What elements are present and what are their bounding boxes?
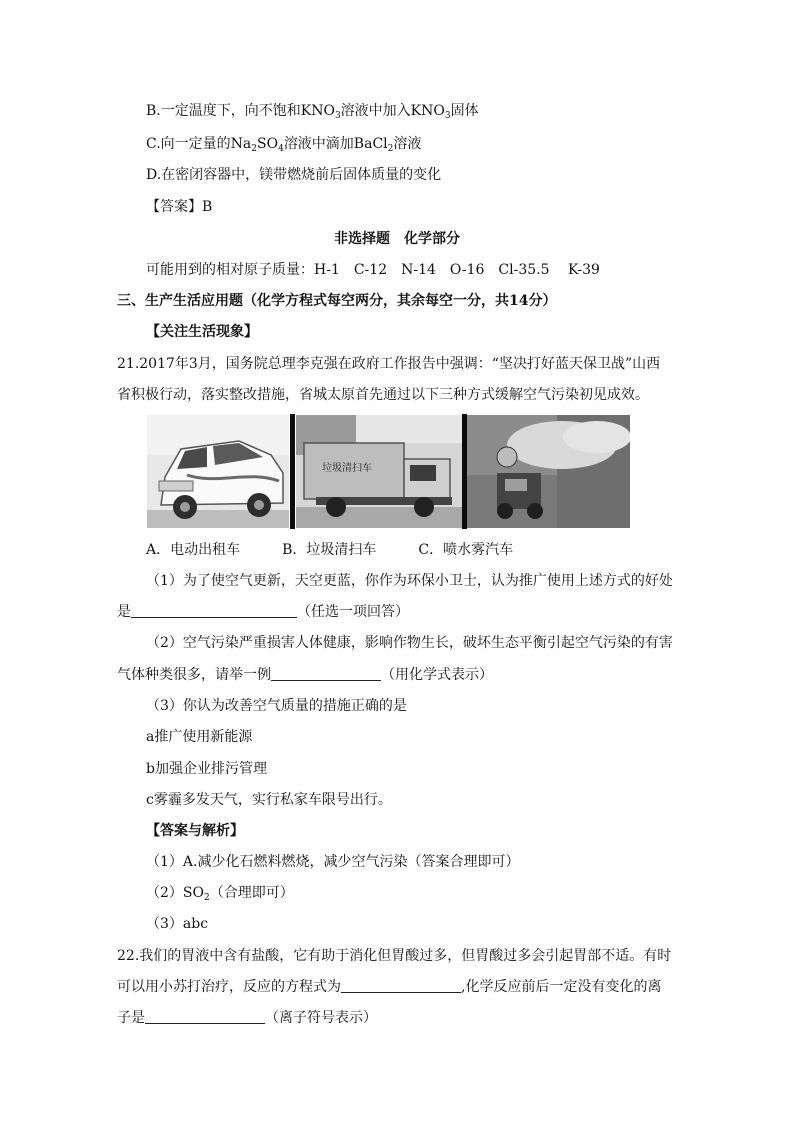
- q21-line2: 省积极行动，落实整改措施，省城太原首先通过以下三种方式缓解空气污染初见成效。: [117, 387, 649, 403]
- q21-p3: （3）你认为改善空气质量的措施正确的是: [146, 698, 407, 714]
- q21-p2-line2: 气体种类很多，请举一例 （用化学式表示）: [117, 667, 493, 683]
- part3-heading: 三、生产生活应用题（化学方程式每空两分，其余每空一分，共14分）: [117, 293, 557, 309]
- answer-1: （1）A.减少化石燃料燃烧，减少空气污染（答案合理即可）: [146, 854, 520, 870]
- answer-2: $(2)SO_2$（合理即可）: [146, 885, 294, 903]
- section-title: 非选择题 化学部分: [334, 231, 460, 247]
- answer-blank-4[interactable]: [145, 1009, 265, 1024]
- option-c: C.向一定量的$Na_2SO_4$溶液中滴加BaCl$_2$溶液: [146, 136, 422, 154]
- car-illustration: [147, 415, 289, 528]
- q21-option-c: c雾霾多发天气，实行私家车限号出行。: [146, 792, 392, 808]
- answer-blank-2[interactable]: [271, 666, 381, 681]
- truck-illustration: [296, 415, 462, 528]
- photo-electric-taxi: [147, 415, 289, 528]
- answer-blank-3[interactable]: [341, 978, 461, 993]
- q22-line3: 子是 （离子符号表示）: [117, 1010, 377, 1026]
- photo-divider: [290, 414, 295, 529]
- q22-line1: 22.我们的胃液中含有盐酸，它有助于消化但胃酸过多，但胃酸过多会引起胃部不适。有时: [117, 948, 672, 964]
- photo-garbage-truck: [296, 415, 462, 528]
- truck-sign: 垃圾清扫车: [322, 463, 372, 474]
- q21-option-b: b加强企业排污管理: [146, 761, 267, 777]
- photo-water-mist-truck: [467, 415, 630, 528]
- option-d: D.在密闭容器中，镁带燃烧前后固体质量的变化: [146, 167, 442, 183]
- atomic-masses: 可能用到的相对原子质量：H-1 C-12 N-14 O-16 Cl-35.5 K-39: [146, 262, 600, 278]
- q21-line1: 21.2017年3月，国务院总理李克强在政府工作报告中强调：“坚决打好蓝天保卫战”山西: [117, 356, 661, 372]
- q21-p1-line2: 是 （任选一项回答）: [117, 604, 409, 620]
- answer-heading: 【答案与解析】: [146, 823, 244, 839]
- photo-captions: A．电动出租车 B．垃圾清扫车 C．喷水雾汽车: [146, 542, 514, 558]
- answer-3: （3）abc: [146, 916, 209, 932]
- q21-p2-line1: （2）空气污染严重损害人体健康，影响作物生长，破坏生态平衡引起空气污染的有害: [146, 635, 673, 651]
- answer-prev: 【答案】B: [146, 199, 213, 215]
- mist-truck-illustration: [467, 415, 630, 528]
- sub-heading: 【关注生活现象】: [146, 324, 258, 340]
- q21-p1-line1: （1）为了使空气更新，天空更蓝，你作为环保小卫士，认为推广使用上述方式的好处: [146, 573, 673, 589]
- q21-option-a: a推广使用新能源: [146, 729, 253, 745]
- q22-line2: 可以用小苏打治疗，反应的方程式为 ,化学反应前后一定没有变化的离: [117, 979, 662, 995]
- answer-blank-1[interactable]: [131, 603, 297, 618]
- option-b: B.一定温度下，向不饱和$KNO_3$溶液中加入$KNO_3$固体: [146, 103, 479, 121]
